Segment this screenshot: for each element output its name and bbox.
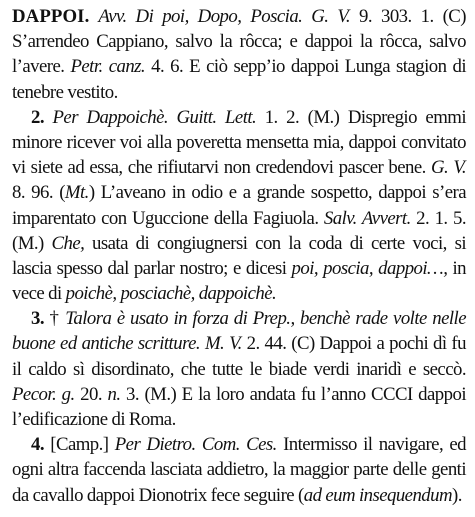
- sense-2-text-run: 8. 96. (: [12, 182, 65, 204]
- sense-2-text-run: in vece di: [12, 257, 466, 305]
- sense-3-text-run: Talora è usato in forza di Prep., benchè rade volte nelle buone ed antiche scritture. M. V.: [12, 308, 466, 355]
- sense-1-text-run: Petr. canz.: [70, 56, 146, 78]
- sense-1-text-run: 4. 6. E ciò sepp’io dappoi Lunga stagion di tenebre vestito.: [12, 56, 466, 103]
- sense-3-text-run: 2. 44. (C) Dappoi a pochi dì fu il caldo sì disordinato, che tutte le biade verdi inaridì e seccò.: [12, 333, 466, 380]
- sense-2-text-run: [44, 107, 53, 128]
- sense-4-text-run: Intermisso il navigare, ed ogni altra faccenda lasciata addietro, la maggior parte delle genti da cavallo dappoi Dionotrix fece seguire (: [12, 434, 466, 506]
- sense-paragraph-3: [12, 306, 466, 432]
- sense-4-text-run: ad eum insequendum: [303, 484, 453, 506]
- sense-1-text-run: Avv. Di poi, Dopo, Poscia. G. V.: [98, 6, 351, 27]
- sense-2-text-run: 2.: [31, 106, 44, 128]
- sense-3-text-run: 20.: [74, 383, 108, 405]
- sense-paragraph-1: [12, 4, 466, 105]
- sense-2-text-run: Salv. Avvert.: [323, 207, 411, 229]
- sense-2-text-run: 1. 2. (M.) Dispregio emmi minore ricever voi alla poveretta mensetta mia, dappoi convitato vi siete ad essa, che rifiutarvi non credendovi pascer bene.: [12, 106, 466, 179]
- headword: DAPPOI.: [12, 6, 90, 27]
- sense-2-text-run: ) L’aveano in odio e a grande sospetto, dappoi s’era imparentato con Uguccione della Fagiuola.: [12, 182, 466, 229]
- sense-4-text-run: [Camp.]: [44, 434, 115, 456]
- sense-3-text-run: Pecor. g.: [12, 383, 75, 405]
- sense-2-text-run: G. V.: [431, 157, 466, 179]
- sense-2-text-run: Che,: [51, 232, 85, 254]
- sense-2-text-run: poi, poscia, dappoi…,: [291, 257, 448, 279]
- sense-4-text-run: 4.: [31, 434, 44, 456]
- sense-paragraph-4: [12, 432, 466, 508]
- sense-3-text-run: n.: [107, 383, 121, 405]
- sense-3-text-run: 3. (M.) E la loro andata fu l’anno CCCI dappoi l’edificazione di Roma.: [12, 383, 466, 430]
- sense-paragraph-2: [12, 105, 466, 307]
- sense-2-text-run: 2. 1. 5. (M.): [12, 207, 467, 254]
- sense-2-text-run: poichè, posciachè, dappoichè.: [65, 283, 277, 305]
- sense-2-text-run: usata di congiugnersi con la coda di certe voci, si lascia spesso dal parlar nostro; e dicesi: [12, 232, 466, 279]
- sense-3-text-run: †: [44, 308, 66, 330]
- sense-2-text-run: Per Dappoichè. Guitt. Lett.: [52, 106, 257, 128]
- sense-2-text-run: Mt.: [64, 182, 89, 204]
- sense-3-text-run: 3.: [31, 308, 44, 330]
- sense-1-text-run: 9. 303. 1. (C) S’arrendeo Cappiano, salvo la rôcca; e dappoi la rôcca, salvo l’avere.: [12, 6, 466, 78]
- sense-4-text-run: Per Dietro. Com. Ces.: [114, 434, 277, 456]
- sense-4-text-run: ).: [452, 484, 462, 506]
